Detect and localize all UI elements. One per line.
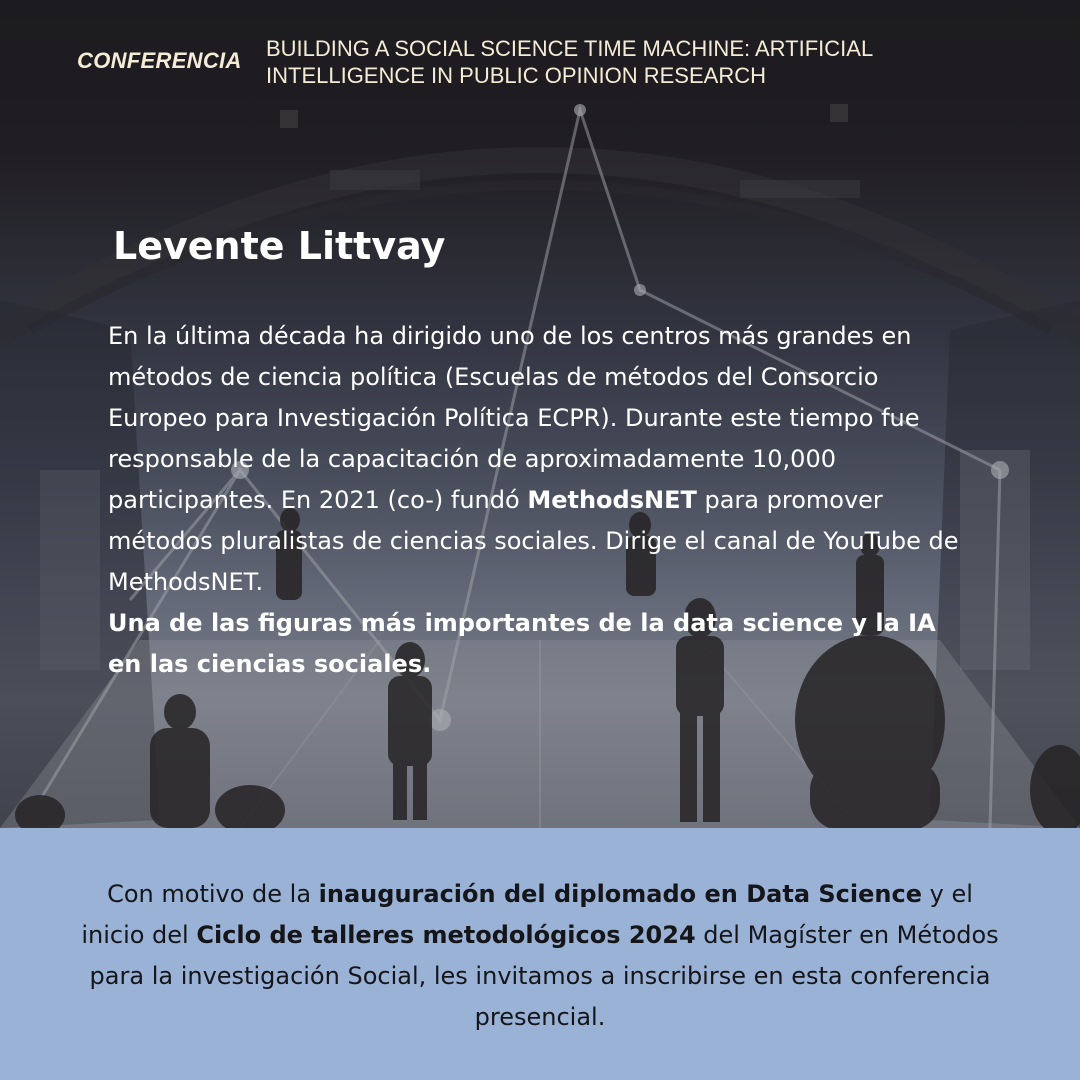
invitation-text <box>80 874 1000 1038</box>
bio-text-1: En la última década ha dirigido uno de los centros más grandes en métodos de ciencia política (Escuelas de métodos del Consorcio Europeo para Investigación Política ECPR). Durante este tiempo fue responsable de la capacitación de aproximadamente 10,000 participantes. En 2021 (co-) fundó <box>108 322 920 514</box>
invite-text-3: del Magíster en Métodos para la investigación Social, les invitamos a inscribirse en esta conferencia presencial. <box>89 921 999 1031</box>
speaker-bio <box>108 316 968 685</box>
talk-title: BUILDING A SOCIAL SCIENCE TIME MACHINE: ARTIFICIAL INTELLIGENCE IN PUBLIC OPINION RESEARCH <box>266 36 873 88</box>
bio-text-2: para promover métodos pluralistas de ciencias sociales. Dirige el canal de YouTube de MethodsNET. <box>108 486 959 596</box>
bio-methodsnet: MethodsNET <box>527 486 697 514</box>
header <box>0 34 1080 94</box>
bio-highlight: Una de las figuras más importantes de la data science y la IA en las ciencias sociales. <box>108 609 936 678</box>
invitation-panel <box>0 828 1080 1080</box>
invite-text-2: y el inicio del <box>81 880 973 949</box>
invite-text-1: Con motivo de la <box>107 880 319 908</box>
invite-ciclo: Ciclo de talleres metodológicos 2024 <box>196 921 696 949</box>
event-type-label: CONFERENCIA <box>77 48 242 73</box>
invite-diplomado: inauguración del diplomado en Data Science <box>318 880 922 908</box>
speaker-name: Levente Littvay <box>113 224 446 268</box>
